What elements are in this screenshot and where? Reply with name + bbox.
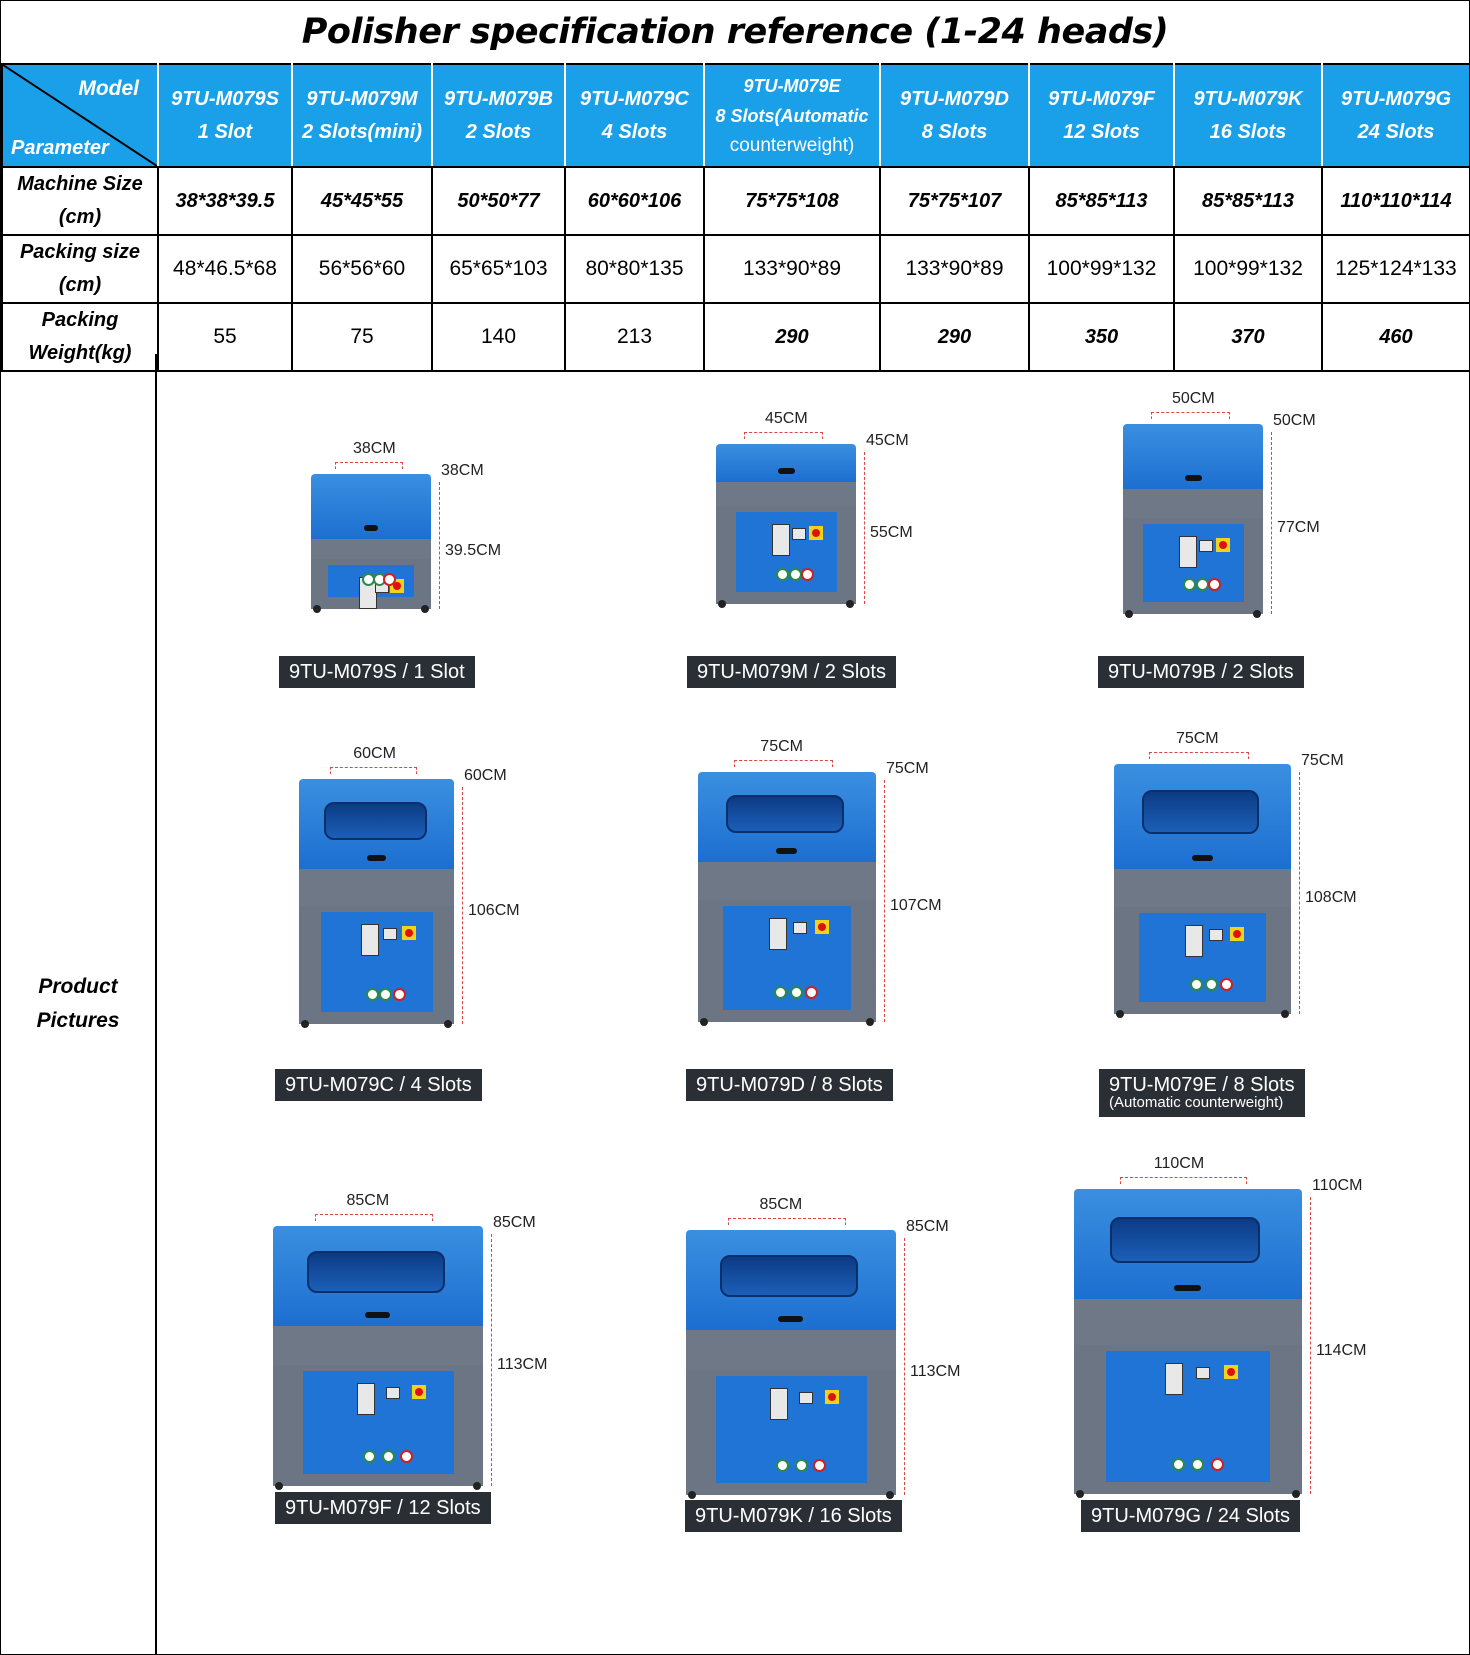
model-code: 9TU-M079F: [1048, 87, 1155, 110]
row-label: [2, 235, 158, 303]
machine-image: [698, 772, 876, 1022]
depth-dim-label: 85CM: [493, 1214, 536, 1231]
inverter-display: [1185, 925, 1203, 957]
wheel-icon: [1116, 1010, 1124, 1018]
height-dim-label: 114CM: [1316, 1341, 1367, 1359]
timer-display: [792, 528, 806, 540]
model-caption-text: 9TU-M079K / 16 Slots: [695, 1505, 892, 1527]
wheel-icon: [866, 1018, 874, 1026]
timer-display: [793, 922, 807, 934]
height-dim-label: 107CM: [890, 897, 942, 914]
machine-band: [698, 862, 876, 900]
table-cell: 140: [432, 303, 565, 371]
machine-band: [311, 539, 431, 559]
table-cell: 100*99*132: [1174, 235, 1322, 303]
model-desc: 2 Slots(mini): [301, 120, 422, 143]
page-title: Polisher specification reference (1-24 heads): [1, 1, 1469, 65]
machine-handle: [778, 468, 795, 474]
height-dim-label: 39.5CM: [445, 541, 502, 559]
reset-button-icon: [805, 986, 818, 999]
wheel-icon: [846, 600, 854, 608]
model-desc-2: counterweight): [729, 134, 855, 156]
stop-button-icon: [790, 986, 803, 999]
machine-window: [1142, 790, 1259, 834]
height-dim-line: [1271, 432, 1273, 614]
row-label-line1: Packing size: [19, 241, 141, 263]
table-cell: 85*85*113: [1029, 167, 1174, 235]
machine-window: [324, 802, 427, 840]
emergency-stop-icon: [412, 1385, 426, 1399]
machine-window: [307, 1251, 445, 1293]
model-desc: 8 Slots(Automatic: [715, 105, 869, 126]
emergency-stop-icon: [1224, 1365, 1238, 1379]
machine-band: [1074, 1299, 1302, 1345]
table-cell: 100*99*132: [1029, 235, 1174, 303]
machine-handle: [1185, 475, 1202, 481]
width-dim-label: 60CM: [353, 745, 396, 762]
width-dim-line: [1151, 412, 1230, 419]
width-dim-line: [1120, 1177, 1247, 1184]
model-caption-text: 9TU-M079M / 2 Slots: [697, 661, 886, 683]
wheel-icon: [473, 1482, 481, 1490]
header-row: [2, 64, 1470, 167]
width-dim-label: 110CM: [1153, 1155, 1205, 1172]
table-cell: 65*65*103: [432, 235, 565, 303]
height-dim-line: [884, 780, 886, 1022]
width-dim-line: [728, 1218, 846, 1225]
start-button-icon: [774, 986, 787, 999]
timer-display: [383, 928, 397, 940]
table-cell: 56*56*60: [292, 235, 432, 303]
emergency-stop-icon: [1216, 538, 1230, 552]
model-code: 9TU-M079B: [444, 87, 553, 110]
machine-handle: [776, 848, 797, 854]
model-code: 9TU-M079E: [743, 75, 841, 96]
table-cell: 38*38*39.5: [158, 167, 292, 235]
height-dim-label: 113CM: [497, 1356, 548, 1373]
width-dim-label: 85CM: [346, 1192, 390, 1209]
machine-image: [311, 474, 431, 609]
machine-window: [1110, 1217, 1260, 1263]
spec-table: [1, 63, 1470, 372]
start-button-icon: [1172, 1458, 1185, 1471]
timer-display: [1196, 1367, 1210, 1379]
machine-image: [273, 1226, 483, 1486]
model-header: [158, 64, 292, 167]
depth-dim-label: 85CM: [906, 1218, 949, 1235]
model-desc: 4 Slots: [601, 120, 668, 143]
stop-button-icon: [795, 1459, 808, 1472]
stop-button-icon: [382, 1450, 395, 1463]
inverter-display: [770, 1388, 788, 1420]
reset-button-icon: [1220, 978, 1233, 991]
control-panel: [723, 906, 851, 1010]
width-dim-line: [330, 767, 417, 774]
model-caption-text: 9TU-M079D / 8 Slots: [696, 1074, 883, 1096]
model-desc: 1 Slot: [197, 120, 253, 143]
stop-button-icon: [379, 988, 392, 1001]
height-dim-line: [904, 1238, 906, 1495]
emergency-stop-icon: [1230, 927, 1244, 941]
height-dim-line: [439, 482, 441, 609]
model-caption-subtext: (Automatic counterweight): [1109, 1094, 1284, 1111]
model-caption: [686, 1069, 893, 1101]
depth-dim-label: 38CM: [441, 462, 484, 479]
model-caption-text: 9TU-M079F / 12 Slots: [285, 1497, 481, 1519]
depth-dim-label: 45CM: [866, 432, 909, 449]
table-cell: 133*90*89: [880, 235, 1029, 303]
row-label-line2: (cm): [58, 206, 102, 228]
reset-button-icon: [1208, 578, 1221, 591]
model-caption: [275, 1492, 491, 1524]
machine-size-row: [2, 167, 1470, 235]
width-dim-label: 50CM: [1172, 390, 1215, 407]
wheel-icon: [421, 605, 429, 613]
wheel-icon: [1281, 1010, 1289, 1018]
wheel-icon: [1076, 1490, 1084, 1498]
model-caption-text: 9TU-M079S / 1 Slot: [289, 661, 465, 683]
model-header: [704, 64, 880, 167]
wheel-icon: [444, 1020, 452, 1028]
model-code: 9TU-M079D: [900, 87, 1009, 110]
table-cell: 75: [292, 303, 432, 371]
machine-lid: [716, 444, 856, 482]
machine-handle: [365, 1312, 390, 1318]
height-dim-label: 113CM: [910, 1362, 961, 1380]
table-cell: 45*45*55: [292, 167, 432, 235]
model-caption-text: 9TU-M079C / 4 Slots: [285, 1074, 472, 1096]
width-dim-line: [335, 462, 403, 469]
control-panel: [1143, 524, 1244, 602]
depth-dim-label: 75CM: [886, 760, 929, 777]
machine-band: [716, 482, 856, 506]
stop-button-icon: [1205, 978, 1218, 991]
table-cell: 48*46.5*68: [158, 235, 292, 303]
machine-image: [299, 779, 454, 1024]
corner-cell: [2, 64, 158, 167]
table-cell: 50*50*77: [432, 167, 565, 235]
wheel-icon: [688, 1491, 696, 1499]
table-cell: 290: [704, 303, 880, 371]
emergency-stop-icon: [402, 926, 416, 940]
width-dim-label: 45CM: [765, 410, 808, 427]
control-panel: [716, 1376, 867, 1483]
machine-band: [299, 869, 454, 906]
start-button-icon: [776, 568, 789, 581]
model-caption: [685, 1500, 902, 1532]
height-dim-label: 77CM: [1277, 519, 1320, 536]
pictures-label: [1, 970, 155, 1038]
model-header: [565, 64, 704, 167]
inverter-display: [772, 524, 790, 556]
reset-button-icon: [801, 568, 814, 581]
model-header: [1322, 64, 1470, 167]
table-cell: 350: [1029, 303, 1174, 371]
table-cell: 60*60*106: [565, 167, 704, 235]
reset-button-icon: [383, 573, 396, 586]
model-code: 9TU-M079C: [580, 87, 689, 110]
wheel-icon: [886, 1491, 894, 1499]
model-caption-text: 9TU-M079E / 8 Slots: [1109, 1074, 1295, 1096]
depth-dim-label: 110CM: [1312, 1177, 1363, 1194]
wheel-icon: [718, 600, 726, 608]
start-button-icon: [776, 1459, 789, 1472]
timer-display: [799, 1392, 813, 1404]
machine-band: [686, 1330, 896, 1370]
width-dim-line: [315, 1214, 433, 1221]
width-dim-line: [744, 432, 823, 439]
machine-handle: [778, 1316, 803, 1322]
model-desc: 16 Slots: [1209, 120, 1287, 143]
machine-window: [720, 1255, 858, 1297]
row-label-line1: Machine Size: [17, 173, 143, 195]
model-caption: [279, 656, 475, 688]
width-dim-line: [1149, 752, 1248, 759]
timer-display: [1199, 540, 1213, 552]
height-dim-line: [491, 1234, 493, 1486]
inverter-display: [1179, 536, 1197, 568]
height-dim-label: 55CM: [870, 524, 913, 541]
machine-window: [726, 795, 844, 833]
model-header: [292, 64, 432, 167]
control-panel: [736, 512, 837, 592]
timer-display: [386, 1387, 400, 1399]
model-caption: [1098, 656, 1304, 688]
reset-button-icon: [400, 1450, 413, 1463]
pictures-label-line2: Pictures: [36, 1009, 120, 1032]
machine-handle: [1192, 855, 1213, 861]
wheel-icon: [301, 1020, 309, 1028]
stop-button-icon: [1191, 1458, 1204, 1471]
machine-image: [1074, 1189, 1302, 1494]
emergency-stop-icon: [809, 526, 823, 540]
depth-dim-label: 60CM: [464, 767, 507, 784]
table-cell: 460: [1322, 303, 1470, 371]
table-cell: 55: [158, 303, 292, 371]
control-panel: [1106, 1351, 1270, 1482]
row-label-line2: (cm): [58, 274, 102, 296]
height-dim-line: [462, 787, 464, 1024]
machine-image: [1114, 764, 1291, 1014]
model-code: 9TU-M079K: [1193, 87, 1303, 110]
pictures-label-line1: Product: [38, 975, 118, 998]
wheel-icon: [1292, 1490, 1300, 1498]
machine-band: [1114, 869, 1291, 907]
model-caption: [687, 656, 896, 688]
timer-display: [1209, 929, 1223, 941]
inverter-display: [1165, 1363, 1183, 1395]
pictures-label-cell: [1, 354, 157, 1654]
model-desc: 24 Slots: [1357, 120, 1435, 143]
emergency-stop-icon: [815, 920, 829, 934]
machine-handle: [364, 525, 378, 531]
model-caption: [275, 1069, 482, 1101]
height-dim-line: [1310, 1197, 1312, 1494]
table-cell: 80*80*135: [565, 235, 704, 303]
width-dim-label: 38CM: [353, 440, 396, 457]
row-label: [2, 167, 158, 235]
reset-button-icon: [1211, 1458, 1224, 1471]
emergency-stop-icon: [825, 1390, 839, 1404]
start-button-icon: [363, 1450, 376, 1463]
model-desc: 8 Slots: [921, 120, 988, 143]
model-header: [1174, 64, 1322, 167]
wheel-icon: [700, 1018, 708, 1026]
control-panel: [328, 565, 414, 597]
control-panel: [303, 1371, 454, 1474]
model-code: 9TU-M079M: [306, 87, 418, 110]
product-pictures-section: [1, 354, 1469, 1654]
control-panel: [321, 912, 433, 1012]
model-caption: [1081, 1500, 1300, 1532]
reset-button-icon: [393, 988, 406, 1001]
row-label-line1: Packing: [41, 309, 119, 331]
width-dim-label: 85CM: [759, 1196, 803, 1213]
wheel-icon: [1125, 610, 1133, 618]
width-dim-label: 75CM: [1175, 730, 1219, 747]
wheel-icon: [313, 605, 321, 613]
row-label-line2: Weight(kg): [28, 342, 132, 364]
table-cell: 290: [880, 303, 1029, 371]
parameter-label: Parameter: [11, 137, 109, 159]
model-code: 9TU-M079S: [171, 87, 279, 110]
model-caption-text: 9TU-M079G / 24 Slots: [1091, 1505, 1290, 1527]
machine-image: [686, 1230, 896, 1495]
machine-band: [273, 1326, 483, 1365]
table-cell: 125*124*133: [1322, 235, 1470, 303]
table-cell: 75*75*108: [704, 167, 880, 235]
model-caption: [1099, 1069, 1305, 1117]
depth-dim-label: 50CM: [1273, 412, 1316, 429]
inverter-display: [357, 1383, 375, 1415]
machine-image: [716, 444, 856, 604]
table-cell: 133*90*89: [704, 235, 880, 303]
width-dim-line: [734, 760, 834, 767]
reset-button-icon: [813, 1459, 826, 1472]
model-code: 9TU-M079G: [1340, 87, 1452, 110]
wheel-icon: [1253, 610, 1261, 618]
machine-handle: [367, 855, 386, 861]
model-desc: 12 Slots: [1063, 120, 1140, 143]
width-dim-label: 75CM: [760, 738, 803, 755]
start-button-icon: [1190, 978, 1203, 991]
table-cell: 85*85*113: [1174, 167, 1322, 235]
wheel-icon: [275, 1482, 283, 1490]
table-cell: 370: [1174, 303, 1322, 371]
model-header: [880, 64, 1029, 167]
height-dim-line: [1299, 772, 1301, 1014]
machine-image: [1123, 424, 1263, 614]
model-desc: 2 Slots: [465, 120, 532, 143]
table-cell: 110*110*114: [1322, 167, 1470, 235]
model-caption-text: 9TU-M079B / 2 Slots: [1108, 661, 1294, 683]
machine-handle: [1174, 1285, 1201, 1291]
inverter-display: [769, 918, 787, 950]
height-dim-label: 108CM: [1305, 889, 1357, 906]
table-cell: 75*75*107: [880, 167, 1029, 235]
packing-size-row: [2, 235, 1470, 303]
model-header: [1029, 64, 1174, 167]
height-dim-label: 106CM: [468, 901, 520, 919]
model-label: Model: [78, 77, 139, 100]
start-button-icon: [366, 988, 379, 1001]
control-panel: [1139, 913, 1266, 1002]
machine-band: [1123, 489, 1263, 518]
depth-dim-label: 75CM: [1301, 752, 1344, 769]
inverter-display: [361, 924, 379, 956]
table-cell: 213: [565, 303, 704, 371]
start-button-icon: [1183, 578, 1196, 591]
height-dim-line: [864, 452, 866, 604]
model-header: [432, 64, 565, 167]
